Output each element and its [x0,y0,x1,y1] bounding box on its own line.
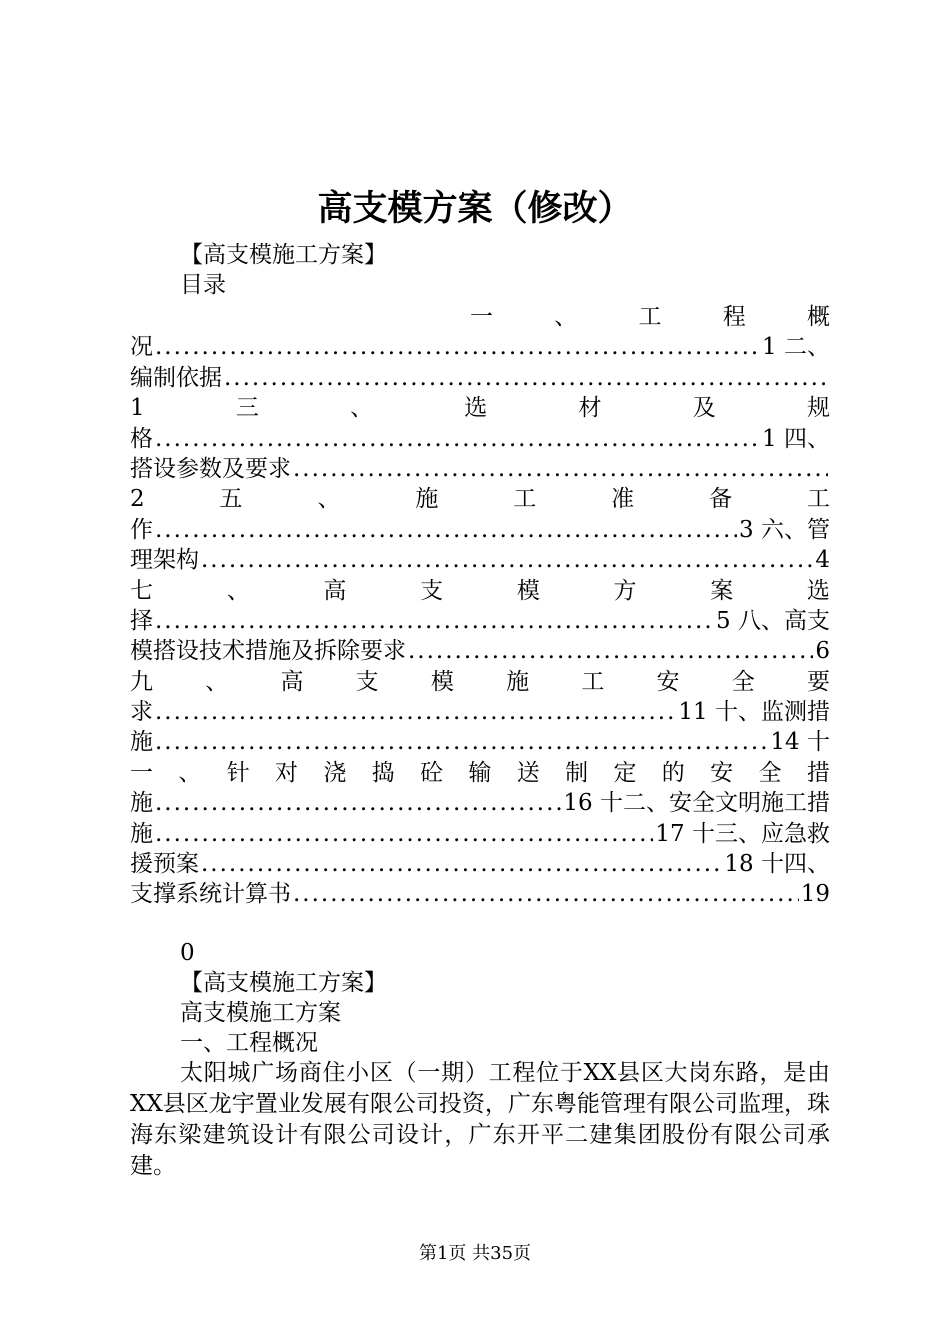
toc-line: 模搭设技术措施及拆除要求 ..... 6 [130,636,830,666]
section-heading: 【高支模施工方案】 [180,970,387,996]
toc-leader [201,849,722,879]
page-zero-number: 0 [180,940,195,966]
toc-line: 搭设参数及要求 ..... [130,454,830,484]
toc-line: 格 ..... 1 四、 [130,424,830,454]
toc-line: 作 ..... 3 六、管 [130,515,830,545]
toc-leader [155,727,768,757]
toc-line: 支撑系统计算书 ..... 19 [130,879,830,909]
toc-leader [155,606,714,636]
section-heading-overview: 一、工程概况 [180,1030,318,1056]
toc-leader [155,424,760,454]
toc-line: 一 、 针 对 浇 捣 砼 输 送 制 定 的 安 全 措 [130,759,830,786]
overview-paragraph: 太阳城广场商住小区（一期）工程位于XX县区大岗东路，是由XX县区龙宇置业发展有限公司投资，广东粤能管理有限公司监理，珠海东梁建筑设计有限公司设计，广东开平二建集团股份有限公司承建。 [130,1060,830,1179]
toc-line: 理架构 ..... 4 [130,545,830,575]
toc-leader [155,697,676,727]
toc-line: 1 三 、 选 材 及 规 [130,395,830,422]
toc-label: 目录 [180,272,226,298]
toc-line: 施 ..... 17 十三、应急救 [130,819,830,849]
toc-line: 七 、 高 支 模 方 案 选 [130,577,830,604]
section-heading: 【高支模施工方案】 [180,242,387,268]
toc-leader [293,879,799,909]
toc-line: 2 五 、 施 工 准 备 工 [130,486,830,513]
toc-leader [201,545,813,575]
toc-leader [224,363,828,393]
toc-leader [293,454,828,484]
toc-leader [155,332,760,362]
toc-leader [155,819,653,849]
table-of-contents [130,302,830,910]
toc-line: 施 ..... 16 十二、安全文明施工措 [130,788,830,818]
document-subtitle: 高支模施工方案 [180,1000,341,1026]
toc-line: 择 ..... 5 八、高支 [130,606,830,636]
document-title: 高支模方案（修改） [317,188,633,229]
toc-line: 况 ..... 1 二、 [130,332,830,362]
toc-line: 九 、 高 支 模 施 工 安 全 要 [130,668,830,695]
toc-line: 一 、 工 程 概 [470,304,830,330]
toc-line: 编制依据 ..... [130,363,830,393]
toc-line: 求 ..... 11 十、监测措 [130,697,830,727]
toc-leader [155,788,561,818]
toc-leader [408,636,813,666]
toc-line: 援预案 ..... 18 十四、 [130,849,830,879]
toc-leader [155,515,737,545]
toc-line: 施 ..... 14 十 [130,727,830,757]
page-footer: 第1页 共35页 [418,1243,532,1264]
